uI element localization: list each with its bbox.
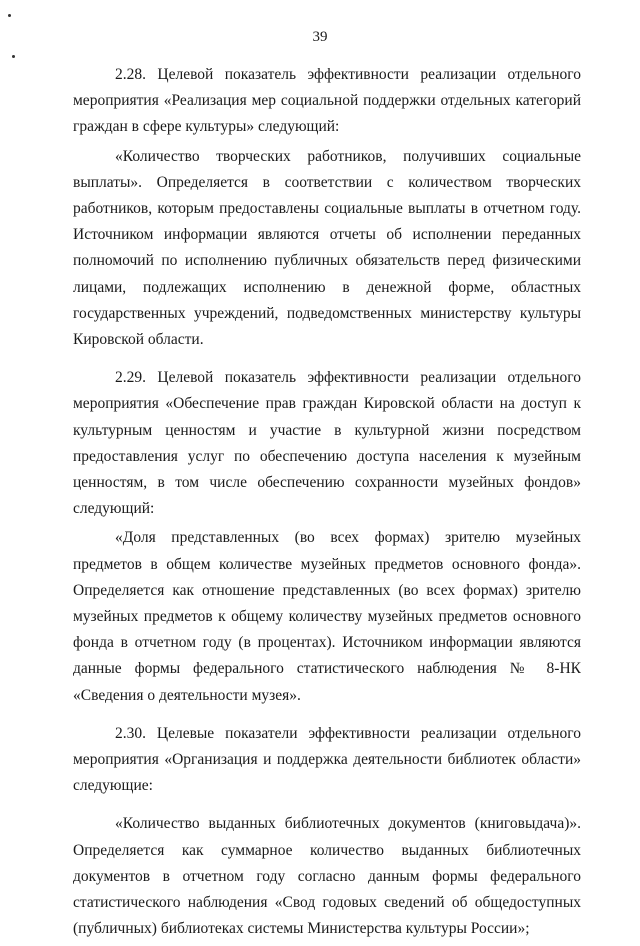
paragraph-library-loans-indicator: «Количество выданных библиотечных документов (книговыдача)». Определяется как суммарное количество выданных библиотечных документов в отчетном году согласно данным формы федерального статистического наблюдения «Свод годовых сведений об общедоступных (публичных) библиотеках системы Министерства культуры России»; (73, 815, 581, 938)
paragraph-2-28: 2.28. Целевой показатель эффективности реализации отдельного мероприятия «Реализация мер социальной поддержки отдельных категорий граждан в сфере культуры» следующий: (73, 66, 581, 136)
scan-speck-left (12, 55, 15, 58)
paragraph-2-29: 2.29. Целевой показатель эффективности реализации отдельного мероприятия «Обеспечение прав граждан Кировской области на доступ к культурным ценностям и участие в культурной жизни посредством предоставления услуг по обеспечению доступа населения к музейным ценностям, в том числе обеспечению сохранности музейных фондов» следующий: (73, 369, 581, 518)
page-number: 39 (312, 29, 328, 45)
paragraph-2-30: 2.30. Целевые показатели эффективности реализации отдельного мероприятия «Организация и поддержка деятельности библиотек области» следующие: (73, 724, 581, 795)
scan-speck-top (8, 14, 11, 17)
document-body (73, 62, 581, 946)
paragraph-museum-items-indicator: «Доля представленных (во всех формах) зрителю музейных предметов в общем количестве музейных предметов основного фонда». Определяется как отношение представленных (во всех формах) зрителю музейных предметов к общему количеству музейных предметов основного фонда в отчетном году (в процентах). Источником информации являются данные формы федерального статистического наблюдения № 8-НК «Сведения о деятельности музея». (73, 529, 581, 704)
paragraph-creative-workers-indicator: «Количество творческих работников, получивших социальные выплаты». Определяется в соответствии с количеством творческих работников, которым предоставлены социальные выплаты в отчетном году. Источником информации являются отчеты об исполнении переданных полномочий по исполнению публичных обязательств перед физическими лицами, подлежащих исполнению в денежной форме, областных государственных учреждений, подведомственных министерству культуры Кировской области. (73, 147, 581, 349)
